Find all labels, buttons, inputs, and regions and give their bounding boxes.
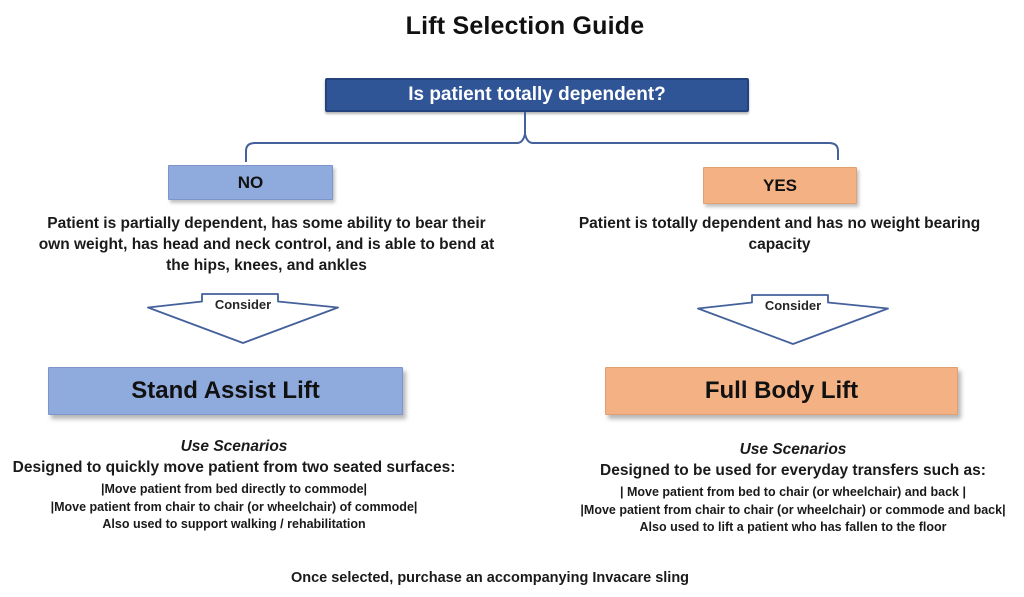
answer-label-no: NO <box>237 172 264 192</box>
consider-label-yes: Consider <box>764 298 822 313</box>
description-line: capacity <box>748 236 811 253</box>
consider-arrow-yes <box>696 293 890 347</box>
use-scenario-item: Also used to lift a patient who has fallen to the floor <box>639 520 947 534</box>
use-scenarios-heading: Use Scenarios <box>180 438 288 455</box>
question-box <box>325 78 749 112</box>
connector-brace <box>246 134 838 162</box>
answer-box-no <box>168 165 333 200</box>
footer-note: Once selected, purchase an accompanying Invacare sling <box>290 570 690 586</box>
use-scenarios-heading: Use Scenarios <box>739 441 847 458</box>
use-scenarios-subheading: Designed to quickly move patient from two seated surfaces: <box>12 459 456 476</box>
question-label: Is patient totally dependent? <box>408 84 666 105</box>
use-scenarios-items <box>568 484 1018 537</box>
lift-name-full-body: Full Body Lift <box>704 377 859 404</box>
consider-arrow-no <box>146 292 340 346</box>
use-scenarios-items <box>9 481 459 534</box>
answer-box-yes <box>703 167 857 204</box>
description-line: Patient is totally dependent and has no weight bearing <box>578 215 981 232</box>
answer-label-yes: YES <box>762 175 798 195</box>
use-scenario-item: |Move patient from chair to chair (or wheelchair) of commode| <box>50 499 418 514</box>
use-scenarios-no <box>9 437 459 534</box>
use-scenario-item: Also used to support walking / rehabilitation <box>102 517 366 531</box>
use-scenario-item: |Move patient from chair to chair (or wheelchair) or commode and back| <box>580 502 1006 517</box>
lift-box-full-body <box>605 367 958 415</box>
description-line: Patient is partially dependent, has some ability to bear their <box>47 215 486 232</box>
description-line: own weight, has head and neck control, and is able to bend at <box>38 236 495 253</box>
use-scenarios-yes <box>568 440 1018 537</box>
use-scenario-item: | Move patient from bed to chair (or wheelchair) and back | <box>620 485 966 499</box>
use-scenarios-subheading: Designed to be used for everyday transfers such as: <box>600 462 986 479</box>
branch-connector <box>180 110 880 168</box>
branch-description-no <box>14 213 519 276</box>
lift-name-stand-assist: Stand Assist Lift <box>131 377 320 404</box>
lift-box-stand-assist <box>48 367 403 415</box>
page-title: Lift Selection Guide <box>405 12 645 40</box>
consider-label-no: Consider <box>214 297 272 312</box>
use-scenario-item: |Move patient from bed directly to commode| <box>100 482 368 496</box>
branch-description-yes <box>552 213 1007 255</box>
description-line: the hips, knees, and ankles <box>166 257 367 274</box>
